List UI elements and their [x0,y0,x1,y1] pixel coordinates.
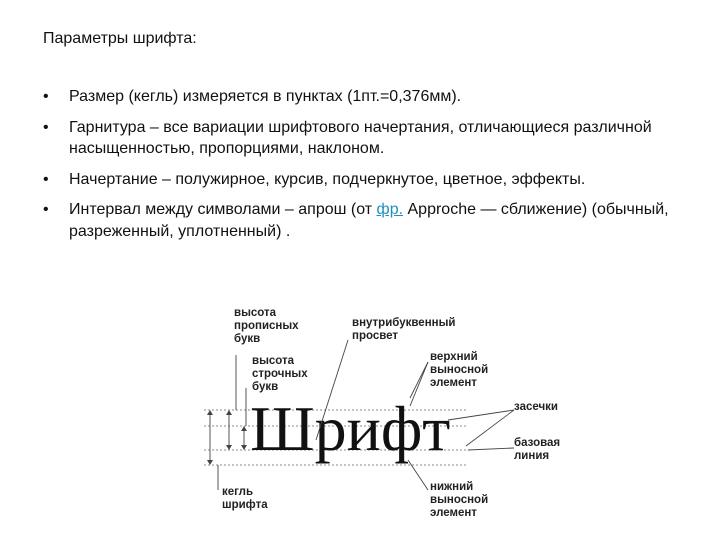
sample-word: Шрифт [250,393,451,464]
arrow-head-shapes [207,410,247,465]
font-anatomy-svg [196,300,596,532]
bullet-text-end: Approche — сближение) (обычный, разреженный, уплотненный) . [69,201,669,240]
serifs-leader [466,410,514,446]
label-ascender [430,351,488,389]
ascender-label-3: элемент [430,377,477,389]
cap-height-label-3: букв [234,333,261,345]
cap-height-label-1: высота [234,307,277,319]
label-counter [352,317,455,342]
baseline-label-1: базовая [514,437,561,449]
bullet-dot-icon: • [43,170,49,188]
bullet-text: Гарнитура – все вариации шрифтового начертания, отличающиеся различной насыщенностью, пропорциями, наклоном. [69,118,652,157]
font-size-label-1: кегль [222,486,254,498]
label-descender [430,481,488,519]
x-height-label-2: строчных [252,368,308,380]
label-cap-height [234,307,299,345]
descender-label-3: элемент [430,507,477,519]
ascender-label-1: верхний [430,351,478,363]
french-link[interactable]: фр. [376,201,404,218]
bullet-item [43,86,683,108]
cap-height-label-2: прописных [234,320,299,332]
label-baseline [514,437,560,462]
serifs-label: засечки [514,401,558,413]
label-x-height [252,355,308,393]
ascender-label-2: выносной [430,364,489,376]
font-size-label-2: шрифта [222,499,268,511]
serifs-leader-b [448,410,514,420]
bullet-text: Начертание – полужирное, курсив, подчеркнутое, цветное, эффекты. [69,170,586,188]
counter-label-2: просвет [352,330,399,342]
label-font-size [222,486,268,511]
counter-label-1: внутрибуквенный [352,317,456,329]
x-height-label-1: высота [252,355,295,367]
descender-label-1: нижний [430,481,474,493]
font-anatomy-figure [196,300,596,532]
slide-title: Параметры шрифта: [43,30,197,47]
baseline-label-2: линия [514,450,550,462]
x-height-label-3: букв [252,381,279,393]
arrow-heads [207,410,247,465]
bullet-item [43,169,683,191]
bullet-list [43,86,683,251]
bullet-dot-icon: • [43,118,49,136]
dimension-arrows [210,355,246,490]
bullet-item [43,199,683,242]
descender-leader [408,460,428,490]
bullet-text: Размер (кегль) измеряется в пунктах (1пт.=0,376мм). [69,88,462,105]
baseline-leader [468,448,514,450]
descender-label-2: выносной [430,494,489,506]
bullet-dot-icon: • [43,201,49,218]
bullet-text-start: Интервал между символами – апрош (от [69,201,377,218]
bullet-dot-icon: • [43,88,49,105]
bullet-item [43,117,683,160]
label-serifs [514,401,558,413]
